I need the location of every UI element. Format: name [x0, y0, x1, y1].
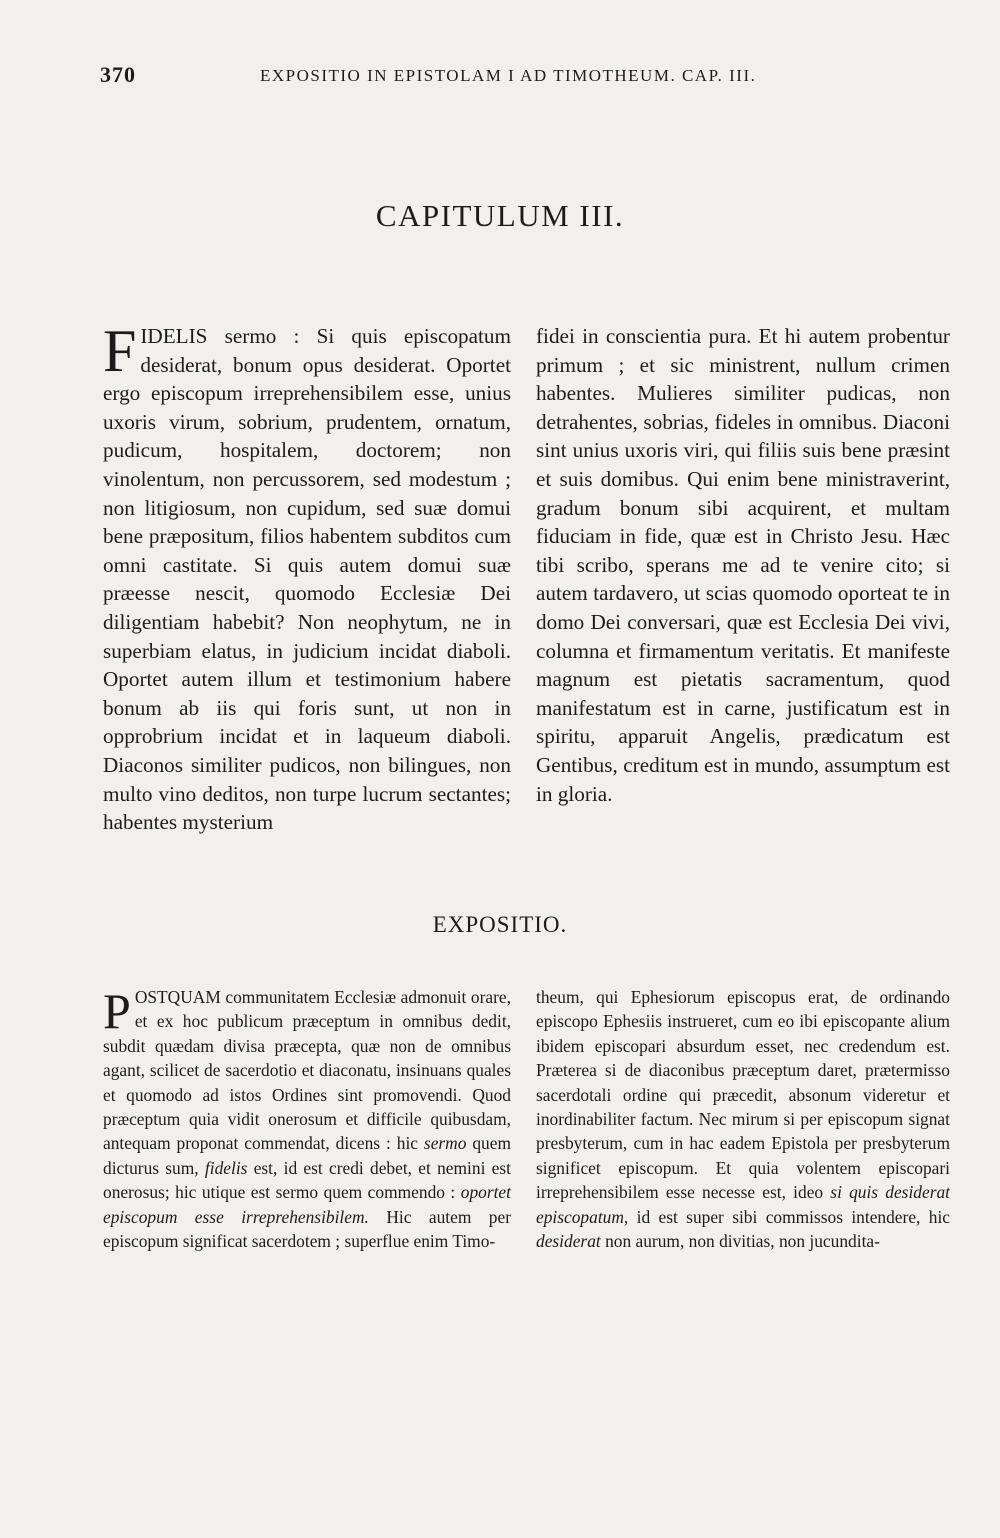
drop-cap: F: [103, 318, 137, 384]
commentary-italic: si quis desiderat episcopatum,: [536, 1182, 950, 1227]
chapter-title: CAPITULUM III.: [375, 198, 625, 233]
lead-word: OSTQUAM: [134, 987, 221, 1007]
scripture-column-left: [103, 318, 511, 837]
commentary-text: non aurum, non divitias, non jucundita-: [600, 1231, 880, 1252]
commentary-text: id est super sibi commissos intendere, hic: [628, 1206, 950, 1227]
commentary-italic: desiderat: [536, 1231, 601, 1252]
commentary-paragraph: [536, 985, 950, 1253]
commentary-text: theum, qui Ephesiorum episcopus erat, de ordinando episcopo Ephesiis instrueret, cum eo ibi episcopante alium ibidem episcopari absurdum esset, nec credendum est. Præterea si de diaconibus præceptum daret, prætermisso sacerdotali ordine qui præcedit, absonum videretur et inordinabiliter factum. Nec mirum si per episcopum signat presbyterum, cum in hac eadem Epistola per presbyterum significet episcopum. Et quia volentem episcopari irreprehensibilem esse necesse est, ideo: [536, 987, 950, 1203]
commentary-column-left: [103, 985, 511, 1253]
scripture-column-right: [536, 322, 950, 808]
scripture-text-left: sermo : Si quis episcopatum desiderat, bonum opus desiderat. Oportet ergo episcopum irreprehensibilem esse, unius uxoris virum, sobrium, prudentem, ornatum, pudicum, hospitalem, doctorem; non vinolentum, non percussorem, sed modestum ; non litigiosum, non cupidum, sed suæ domui bene præpositum, filios habentem subditos cum omni castitate. Si quis autem domui suæ præesse nescit, quomodo Ecclesiæ Dei diligentiam habebit? Non neophytum, ne in superbiam elatus, in judicium incidat diaboli. Oportet autem illum et testimonium habere bonum ab iis qui foris sunt, ut non in opprobrium incidat et in laqueum diaboli. Diaconos similiter pudicos, non bilingues, non multo vino deditos, non turpe lucrum sectantes; habentes mysterium: [103, 324, 511, 835]
scripture-paragraph: [103, 318, 511, 837]
commentary-italic: oportet episcopum esse irreprehensibilem.: [103, 1182, 511, 1227]
commentary-italic: fidelis: [204, 1157, 248, 1178]
running-title: EXPOSITIO IN EPISTOLAM I AD TIMOTHEUM. CAP. III.: [260, 66, 757, 85]
commentary-text: communitatem Ecclesiæ admonuit orare, et ex hoc publicum præceptum in omnibus dedit, subdit quædam divisa præcepta, quæ non de omnibus agant, scilicet de sacerdotio et diaconatu, insinuans quales et quomodo ad istos Ordines sint promovendi. Quod præceptum quia vidit onerosum et difficile quibusdam, antequam proponat commendat, dicens : hic: [103, 987, 511, 1154]
commentary-italic: sermo: [423, 1133, 467, 1154]
commentary-column-right: [536, 985, 950, 1253]
commentary-text: Hic autem per episcopum significat sacerdotem ; superflue enim Timo-: [103, 1206, 511, 1252]
commentary-paragraph: [103, 985, 511, 1253]
section-title: EXPOSITIO.: [432, 912, 568, 937]
drop-cap: P: [103, 983, 131, 1039]
page-number: 370: [100, 62, 136, 87]
scripture-text-right: fidei in conscientia pura. Et hi autem probentur primum ; et sic ministrent, nullum crimen habentes. Mulieres similiter pudicas, non detrahentes, sobrias, fideles in omnibus. Diaconi sint unius uxoris viri, qui filiis suis bene præsint et suis domibus. Qui enim bene ministraverint, gradum bonum sibi acquirent, et multam fiduciam in fide, quæ est in Christo Jesu. Hæc tibi scribo, sperans me ad te venire cito; si autem tardavero, ut scias quomodo oporteat te in domo Dei conversari, quæ est Ecclesia Dei vivi, columna et firmamentum veritatis. Et manifeste magnum est pietatis sacramentum, quod manifestatum est in carne, justificatum est in spiritu, apparuit Angelis, prædicatum est Gentibus, creditum est in mundo, assumptum est in gloria.: [536, 324, 950, 806]
lead-word: IDELIS: [140, 324, 208, 348]
commentary-text: est, id est credi debet, et nemini est onerosus; hic utique est sermo quem commendo :: [103, 1157, 511, 1203]
commentary-text: quem dicturus sum,: [103, 1133, 511, 1178]
